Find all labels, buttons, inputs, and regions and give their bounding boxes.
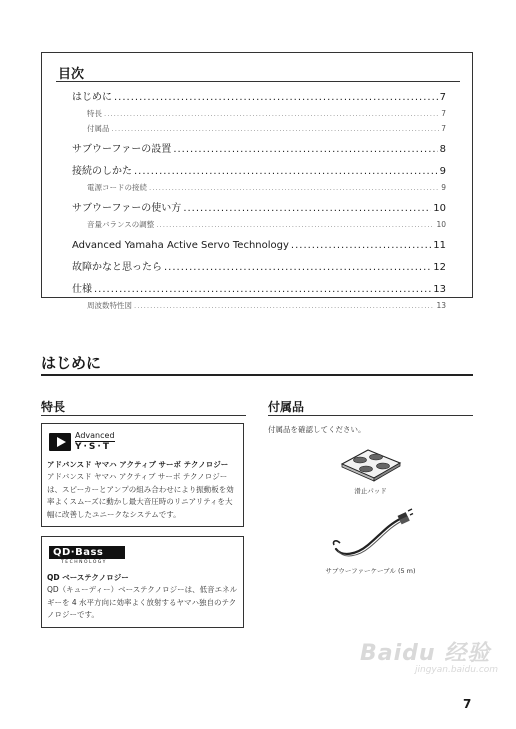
baidu-watermark [360,636,498,675]
play-triangle-icon [49,433,71,451]
accessories-divider [268,415,473,416]
toc-entry-usage[interactable]: サブウーファーの使い方 ..... 10 [72,200,446,217]
accessories-title: 付属品 [268,400,305,414]
accessory-subwoofer-cable [268,505,473,575]
toc-list [72,89,446,313]
page-number: 7 [463,697,472,711]
yst-heading: アドバンスド ヤマハ アクティブ サーボ テクノロジー [47,460,229,469]
features-divider [41,415,246,416]
toc-entry-frequency-response[interactable]: 周波数特性図 ..... 13 [72,298,446,313]
features-section [41,398,246,628]
advanced-yst-logo [49,430,238,454]
logo-technology-text: TECHNOLOGY [61,559,107,565]
logo-qd-bass-text: QD·Bass [49,546,125,559]
subwoofer-cable-caption: サブウーファーケーブル (5 m) [325,567,416,575]
toc-box [41,52,473,310]
toc-entry-features[interactable]: 特長 ..... 7 [72,106,446,121]
qd-bass-logo [49,543,238,567]
yst-description: アドバンスド ヤマハ アクティブ サーボ テクノロジーは、スピーカーとアンプの組み合わせにより振動板を効率よくスムーズに動かし最大音圧時のリニアリティを大幅に改善したユニークなシステムです。 [47,472,234,519]
section-divider [41,374,473,376]
non-slip-pad-caption: 滑止パッド [354,487,387,495]
features-title: 特長 [41,400,66,414]
toc-entry-placement[interactable]: サブウーファーの設置 ..... 8 [72,141,446,158]
accessories-section [268,398,473,575]
section-title: はじめに [41,354,102,372]
qd-heading: QD ベーステクノロジー [47,573,129,582]
subwoofer-cable-icon [328,505,414,563]
qd-description: QD（キューディー）ベーステクノロジーは、低音エネルギーを 4 水平方向に効率よく放射するヤマハ独自のテクノロジーです。 [47,585,238,619]
toc-entry-connections[interactable]: 接続のしかた ..... 9 [72,163,446,180]
toc-entry-introduction[interactable]: はじめに ..... 7 [72,89,446,106]
non-slip-pad-icon [338,447,404,483]
yst-feature-box [41,423,244,527]
toc-entry-accessories[interactable]: 付属品 ..... 7 [72,121,446,136]
toc-entry-specifications[interactable]: 仕様 ..... 13 [72,281,446,298]
accessories-intro: 付属品を確認してください。 [268,425,366,434]
toc-entry-power-cord[interactable]: 電源コードの接続 ..... 9 [72,180,446,195]
qd-bass-feature-box [41,536,244,628]
logo-advanced-text: Advanced [75,431,115,440]
accessory-non-slip-pad [268,447,473,495]
watermark-url-text: jingyan.baidu.com [415,665,499,675]
logo-yst-text: Y·S·T [75,441,115,452]
watermark-main-text: Baidu 经验 [360,641,491,666]
toc-title: 目次 [58,67,85,82]
toc-entry-troubleshooting[interactable]: 故障かなと思ったら ..... 12 [72,259,446,276]
toc-divider [56,81,460,82]
toc-entry-servo-technology[interactable]: Advanced Yamaha Active Servo Technology ..... 11 [72,237,446,254]
toc-entry-volume-balance[interactable]: 音量バランスの調整 ..... 10 [72,217,446,232]
